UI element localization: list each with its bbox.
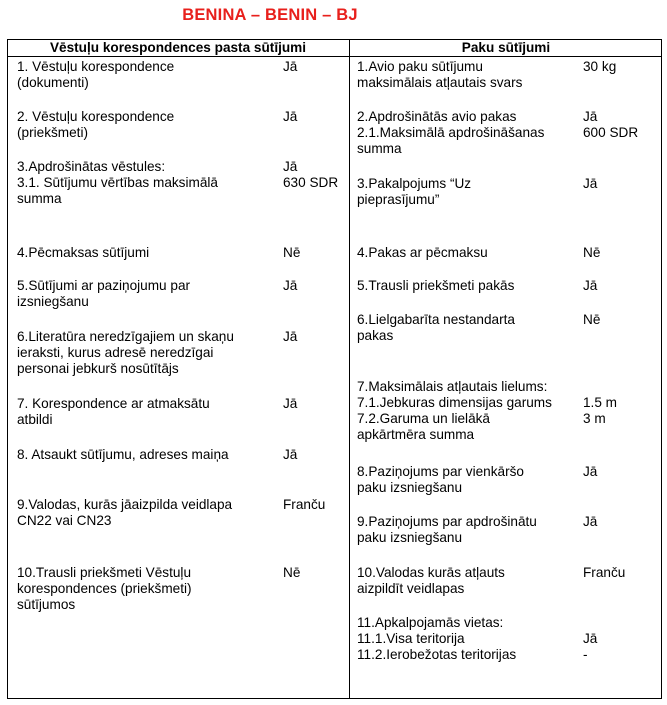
letter-row-label: 10.Trausli priekšmeti Vēstuļu korespondences (priekšmeti) sūtījumos — [17, 565, 192, 612]
parcel-row-label: 10.Valodas kurās atļauts aizpildīt veidlapas — [357, 565, 505, 596]
letter-row-label: 8. Atsaukt sūtījumu, adreses maiņa — [17, 447, 229, 462]
parcel-row-value: Jā - — [583, 631, 598, 662]
letter-row-label: 9.Valodas, kurās jāaizpilda veidlapa CN22 vai CN23 — [17, 497, 233, 528]
letter-row-value: Nē — [283, 245, 301, 260]
parcels-header: Paku sūtījumi — [461, 40, 551, 55]
column-divider — [349, 39, 350, 699]
letter-row-value: Jā 630 SDR — [283, 159, 339, 190]
letter-row-label: 5.Sūtījumi ar paziņojumu par izsniegšanu — [17, 278, 191, 309]
parcel-row-label: 9.Paziņojums par apdrošinātu paku izsniegšanu — [357, 514, 537, 545]
letter-row-value: Jā — [283, 447, 298, 462]
parcel-row-value: Jā — [583, 278, 598, 293]
parcel-row-value: Nē — [583, 312, 601, 327]
letter-row-label: 7. Korespondence ar atmaksātu atbildi — [17, 396, 210, 427]
page-title: BENINA – BENIN – BJ — [182, 6, 358, 24]
letter-row-value: Jā — [283, 329, 298, 344]
parcel-row-label: 6.Lielgabarīta nestandarta pakas — [357, 312, 515, 343]
parcel-row-label: 1.Avio paku sūtījumu maksimālais atļautais svars — [357, 59, 523, 90]
parcel-row-value: Nē — [583, 245, 601, 260]
letter-row-value: Jā — [283, 396, 298, 411]
parcel-row-value: Jā — [583, 464, 598, 479]
parcel-row-value: Jā — [583, 514, 598, 529]
parcel-row-label: 7.Maksimālais atļautais lielums: 7.1.Jebkuras dimensijas garums 7.2.Garuma un lielākā apkārtmēra summa — [357, 379, 552, 442]
letter-row-value: Jā — [283, 109, 298, 124]
letter-row-label: 2. Vēstuļu korespondence (priekšmeti) — [17, 109, 175, 140]
letter-row-value: Franču — [283, 497, 326, 512]
parcel-row-label: 5.Trausli priekšmeti pakās — [357, 278, 515, 293]
parcel-row-value: Jā — [583, 176, 598, 191]
parcel-row-label: 2.Apdrošinātās avio pakas 2.1.Maksimālā apdrošināšanas summa — [357, 109, 545, 156]
letter-post-header: Vēstuļu korespondences pasta sūtījumi — [49, 40, 307, 55]
parcel-row-label: 11.Apkalpojamās vietas: 11.1.Visa teritorija 11.2.Ierobežotas teritorijas — [357, 615, 517, 662]
parcel-row-label: 4.Pakas ar pēcmaksu — [357, 245, 488, 260]
letter-row-label: 6.Literatūra neredzīgajiem un skaņu ieraksti, kurus adresē neredzīgai personai jebkurš nosūtītājs — [17, 329, 234, 376]
letter-row-label: 4.Pēcmaksas sūtījumi — [17, 245, 150, 260]
parcel-row-label: 8.Paziņojums par vienkāršo paku izsniegšanu — [357, 464, 524, 495]
header-divider — [7, 56, 662, 57]
parcel-row-value: Jā 600 SDR — [583, 109, 639, 140]
parcel-row-value: Franču — [583, 565, 626, 580]
letter-row-value: Jā — [283, 59, 298, 74]
parcel-row-label: 3.Pakalpojums “Uz pieprasījumu” — [357, 176, 472, 207]
parcel-row-value: 30 kg — [583, 59, 617, 74]
parcel-row-value: 1.5 m 3 m — [583, 395, 617, 426]
letter-row-value: Jā — [283, 278, 298, 293]
letter-row-value: Nē — [283, 565, 301, 580]
letter-row-label: 1. Vēstuļu korespondence (dokumenti) — [17, 59, 175, 90]
letter-row-label: 3.Apdrošinātas vēstules: 3.1. Sūtījumu vērtības maksimālā summa — [17, 159, 218, 206]
